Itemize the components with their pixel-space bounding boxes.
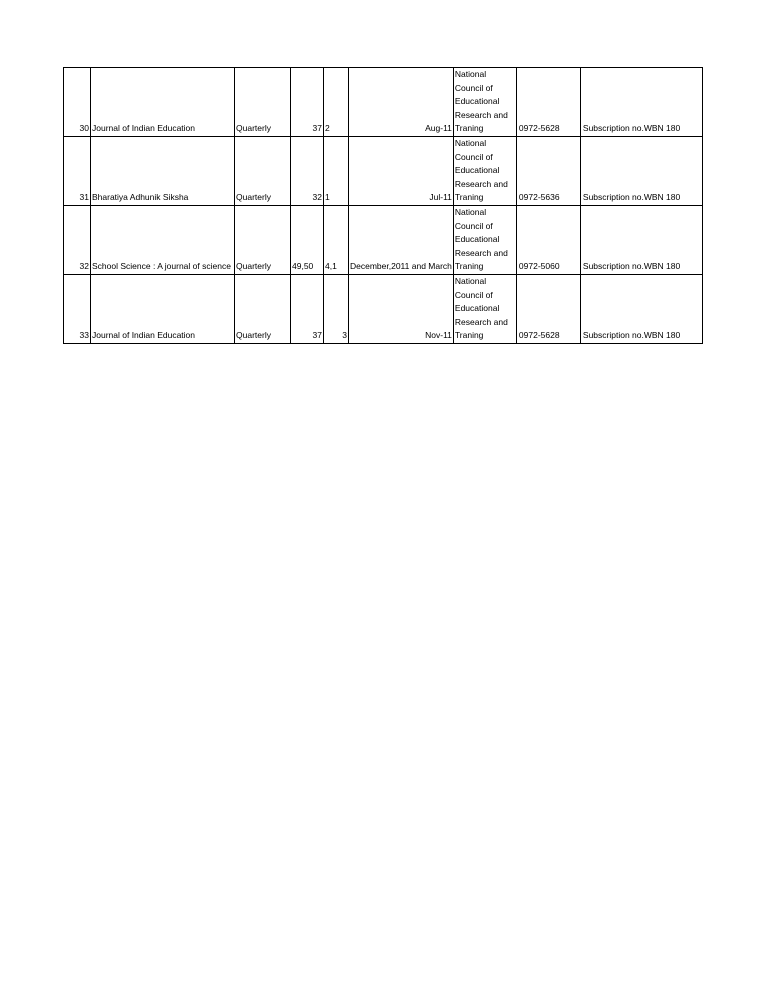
journal-title-cell: Journal of Indian Education [91,274,235,343]
table-row [64,136,703,205]
remarks-cell: Subscription no.WBN 180 [580,205,702,274]
volume-cell: 32 [291,136,324,205]
issue-cell: 1 [324,136,349,205]
remarks-cell: Subscription no.WBN 180 [580,136,702,205]
remarks-cell: Subscription no.WBN 180 [580,68,702,137]
journal-title-cell: School Science : A journal of science [91,205,235,274]
table-row [64,68,703,137]
serial-number-cell: 31 [64,136,91,205]
serial-number-cell: 30 [64,68,91,137]
issn-cell: 0972-5628 [516,68,580,137]
frequency-cell: Quarterly [235,274,291,343]
issue-date-cell: Jul-11 [349,136,454,205]
issn-cell: 0972-5636 [516,136,580,205]
issn-cell: 0972-5628 [516,274,580,343]
table-row [64,205,703,274]
issue-date-cell: December,2011 and March [349,205,454,274]
issue-cell: 2 [324,68,349,137]
serial-number-cell: 32 [64,205,91,274]
issue-cell: 4,1 [324,205,349,274]
volume-cell: 37 [291,68,324,137]
frequency-cell: Quarterly [235,136,291,205]
remarks-cell: Subscription no.WBN 180 [580,274,702,343]
journal-title-cell: Bharatiya Adhunik Siksha [91,136,235,205]
issue-date-cell: Aug-11 [349,68,454,137]
publisher-cell: National Council of Educational Research and Traning [453,205,516,274]
volume-cell: 37 [291,274,324,343]
frequency-cell: Quarterly [235,205,291,274]
serial-number-cell: 33 [64,274,91,343]
publisher-cell: National Council of Educational Research and Traning [453,274,516,343]
volume-cell: 49,50 [291,205,324,274]
issn-cell: 0972-5060 [516,205,580,274]
issue-cell: 3 [324,274,349,343]
publisher-cell: National Council of Educational Research and Traning [453,136,516,205]
journal-subscription-table [63,67,703,344]
publisher-cell: National Council of Educational Research and Traning [453,68,516,137]
table-row [64,274,703,343]
issue-date-cell: Nov-11 [349,274,454,343]
frequency-cell: Quarterly [235,68,291,137]
journal-title-cell: Journal of Indian Education [91,68,235,137]
